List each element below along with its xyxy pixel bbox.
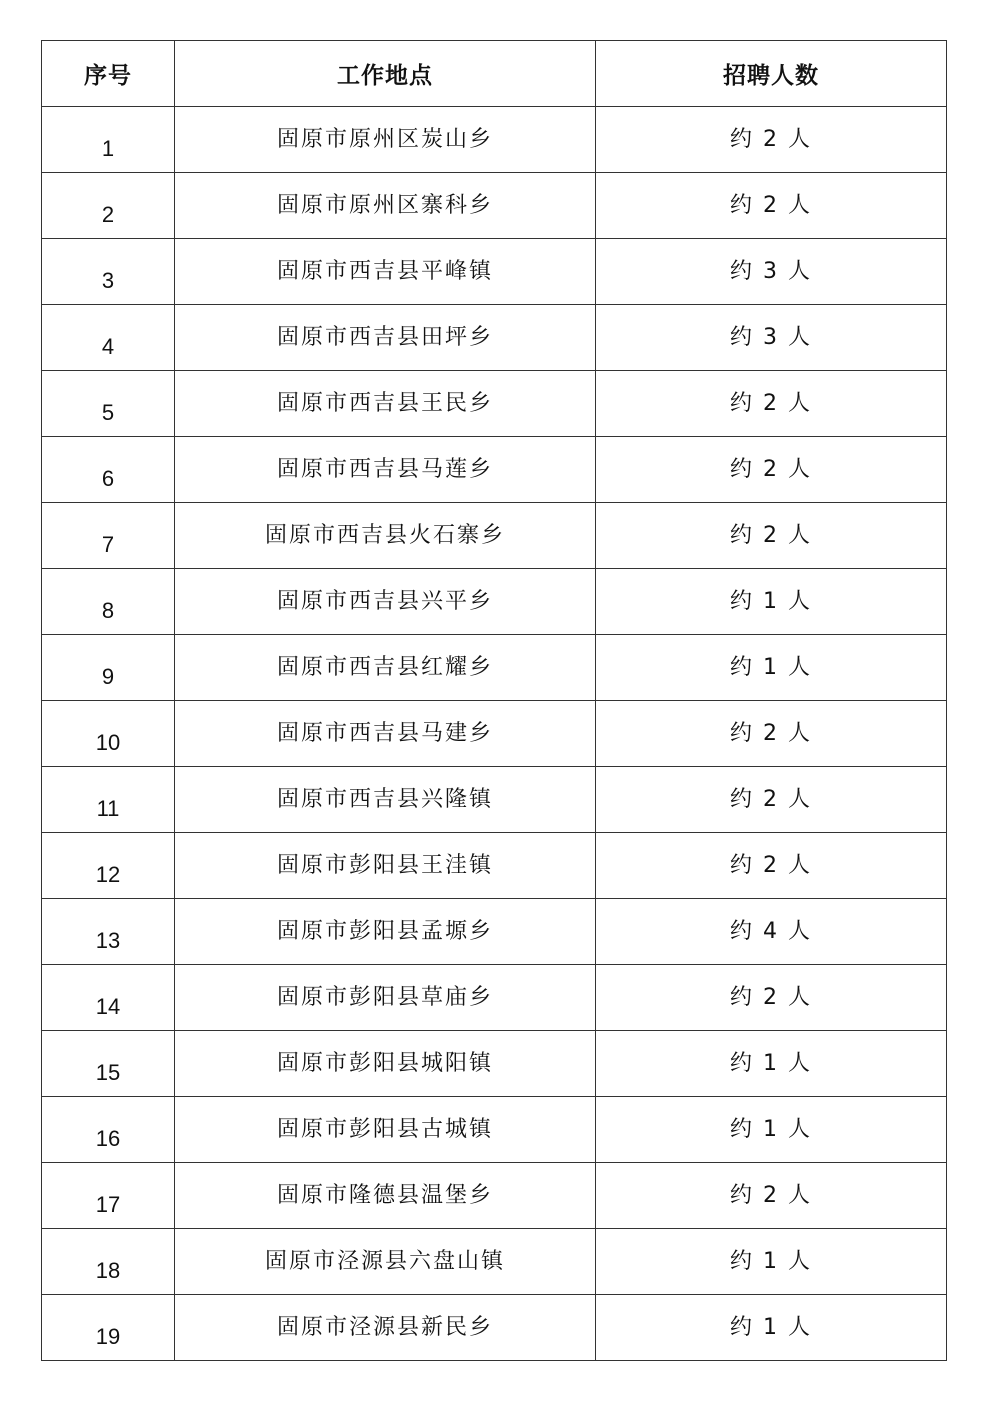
row-location: 固原市泾源县六盘山镇 <box>175 1229 596 1295</box>
row-number: 19 <box>42 1295 175 1361</box>
row-number: 11 <box>42 767 175 833</box>
row-count: 约 2 人 <box>596 833 947 899</box>
row-count: 约 4 人 <box>596 899 947 965</box>
table-row <box>42 635 947 701</box>
row-location: 固原市西吉县兴平乡 <box>175 569 596 635</box>
row-count: 约 2 人 <box>596 965 947 1031</box>
row-count: 约 1 人 <box>596 1229 947 1295</box>
row-location: 固原市西吉县兴隆镇 <box>175 767 596 833</box>
table-header-row <box>42 41 947 107</box>
row-count: 约 1 人 <box>596 1031 947 1097</box>
row-number: 15 <box>42 1031 175 1097</box>
row-number: 17 <box>42 1163 175 1229</box>
table-row <box>42 503 947 569</box>
row-number: 4 <box>42 305 175 371</box>
row-number: 5 <box>42 371 175 437</box>
row-number: 18 <box>42 1229 175 1295</box>
row-number: 1 <box>42 107 175 173</box>
row-location: 固原市隆德县温堡乡 <box>175 1163 596 1229</box>
row-number: 14 <box>42 965 175 1031</box>
row-location: 固原市西吉县平峰镇 <box>175 239 596 305</box>
row-number: 8 <box>42 569 175 635</box>
row-location: 固原市西吉县王民乡 <box>175 371 596 437</box>
table-row <box>42 569 947 635</box>
row-count: 约 1 人 <box>596 1295 947 1361</box>
row-location: 固原市彭阳县城阳镇 <box>175 1031 596 1097</box>
row-number: 13 <box>42 899 175 965</box>
table-row <box>42 437 947 503</box>
table-row <box>42 965 947 1031</box>
table-row <box>42 1163 947 1229</box>
row-location: 固原市西吉县红耀乡 <box>175 635 596 701</box>
table-row <box>42 899 947 965</box>
row-count: 约 2 人 <box>596 1163 947 1229</box>
table-row <box>42 239 947 305</box>
row-location: 固原市西吉县马莲乡 <box>175 437 596 503</box>
row-count: 约 1 人 <box>596 1097 947 1163</box>
row-location: 固原市原州区寨科乡 <box>175 173 596 239</box>
header-location: 工作地点 <box>175 41 596 107</box>
row-number: 2 <box>42 173 175 239</box>
table-row <box>42 107 947 173</box>
row-location: 固原市彭阳县古城镇 <box>175 1097 596 1163</box>
row-number: 9 <box>42 635 175 701</box>
row-location: 固原市彭阳县孟塬乡 <box>175 899 596 965</box>
table-row <box>42 1229 947 1295</box>
row-location: 固原市西吉县马建乡 <box>175 701 596 767</box>
table-row <box>42 371 947 437</box>
table-row <box>42 833 947 899</box>
row-location: 固原市西吉县火石寨乡 <box>175 503 596 569</box>
header-number: 序号 <box>42 41 175 107</box>
row-location: 固原市彭阳县王洼镇 <box>175 833 596 899</box>
row-count: 约 2 人 <box>596 437 947 503</box>
row-location: 固原市原州区炭山乡 <box>175 107 596 173</box>
recruitment-table <box>41 40 947 1361</box>
row-count: 约 3 人 <box>596 305 947 371</box>
table-row <box>42 1031 947 1097</box>
table-row <box>42 701 947 767</box>
header-count: 招聘人数 <box>596 41 947 107</box>
row-location: 固原市西吉县田坪乡 <box>175 305 596 371</box>
table-row <box>42 173 947 239</box>
row-count: 约 2 人 <box>596 503 947 569</box>
row-number: 16 <box>42 1097 175 1163</box>
row-count: 约 2 人 <box>596 701 947 767</box>
row-count: 约 2 人 <box>596 107 947 173</box>
row-number: 12 <box>42 833 175 899</box>
row-number: 10 <box>42 701 175 767</box>
table-row <box>42 1295 947 1361</box>
row-count: 约 1 人 <box>596 569 947 635</box>
recruitment-table-container <box>41 40 946 1361</box>
row-number: 7 <box>42 503 175 569</box>
table-row <box>42 305 947 371</box>
table-row <box>42 767 947 833</box>
row-count: 约 2 人 <box>596 767 947 833</box>
row-number: 6 <box>42 437 175 503</box>
row-count: 约 2 人 <box>596 371 947 437</box>
row-number: 3 <box>42 239 175 305</box>
row-location: 固原市彭阳县草庙乡 <box>175 965 596 1031</box>
table-row <box>42 1097 947 1163</box>
row-count: 约 2 人 <box>596 173 947 239</box>
row-count: 约 3 人 <box>596 239 947 305</box>
row-location: 固原市泾源县新民乡 <box>175 1295 596 1361</box>
row-count: 约 1 人 <box>596 635 947 701</box>
